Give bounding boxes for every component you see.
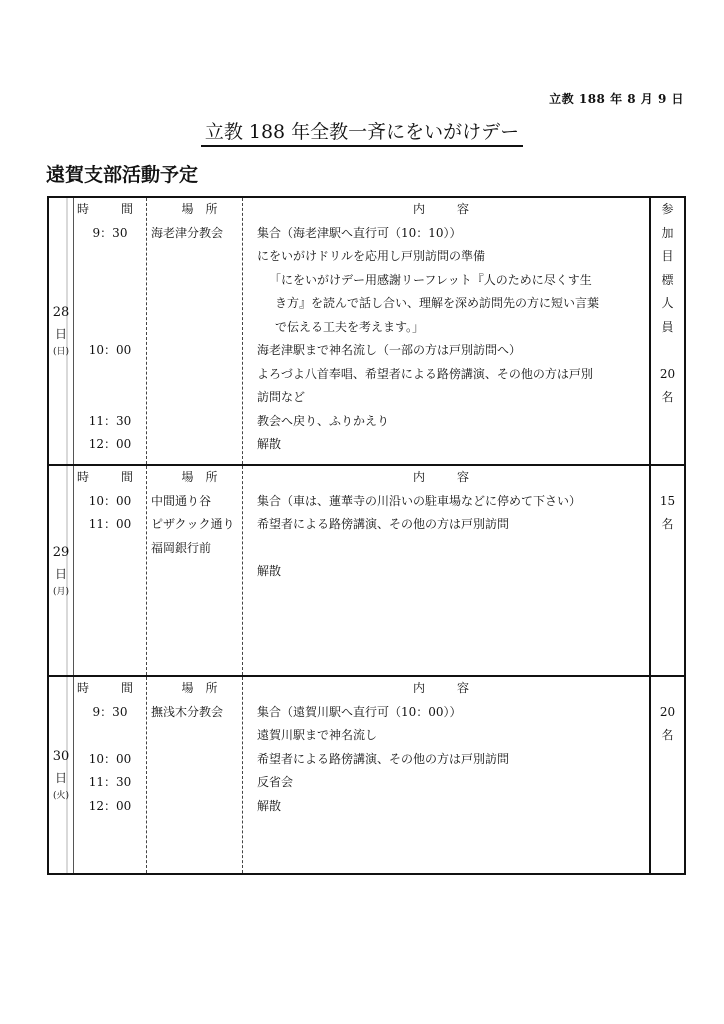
content-column (243, 465, 651, 676)
time-entry: 9：30 (92, 704, 128, 719)
goal-count: 15 (659, 493, 676, 508)
day-weekday: (火) (52, 791, 70, 801)
day-char: 日 (54, 771, 67, 785)
time-entry: 12：00 (88, 437, 132, 451)
goal-label-char: 参 (661, 202, 674, 216)
time-entry: 10：00 (88, 751, 132, 766)
time-header: 時 間 (76, 470, 143, 484)
time-entry (74, 245, 146, 269)
content-entry: にをいがけドリルを応用し戸別訪問の準備 (257, 249, 486, 263)
page-subtitle: 遠賀支部活動予定 (46, 164, 199, 186)
time-entry: 12：00 (88, 798, 132, 813)
content-entry: 訪問など (257, 390, 306, 404)
content-entry: 遠賀川駅まで神名流し (257, 728, 378, 742)
content-column (243, 676, 651, 874)
content-entry: 反省会 (257, 775, 294, 789)
time-entry: 11：30 (88, 413, 132, 428)
time-entry (74, 316, 146, 340)
day-weekday: (月) (52, 586, 70, 597)
content-entry: 解散 (257, 564, 282, 578)
day-row-30 (48, 676, 685, 874)
spacer (651, 466, 684, 490)
time-entry: 9：30 (92, 225, 128, 240)
goal-count: 20 (659, 704, 676, 719)
content-column (243, 197, 651, 465)
place-header: 場 所 (181, 470, 218, 484)
time-entry: 11：30 (88, 775, 132, 789)
goal-label-char: 目 (661, 249, 674, 263)
content-entry: 解散 (257, 437, 282, 451)
goal-unit: 名 (661, 517, 674, 531)
goal-column (650, 465, 685, 676)
place-entry: 撫浅木分教会 (151, 704, 224, 719)
day-char: 日 (54, 566, 67, 581)
place-entry: 海老津分教会 (151, 225, 224, 240)
time-entry (74, 292, 146, 316)
goal-label-char: 加 (661, 225, 674, 240)
time-column (74, 676, 147, 874)
page-title: 立教 188 年全教一斉にをいがけデー (201, 121, 523, 147)
content-entry: よろづよ八首奉唱、希望者による路傍講演、その他の方は戸別 (257, 366, 593, 381)
time-entry (74, 269, 146, 293)
day-row-28 (48, 197, 685, 465)
place-entry: 中間通り谷 (151, 493, 212, 508)
content-header: 内 容 (412, 202, 479, 216)
document-date: 立教 188 年 8 月 9 日 (549, 92, 684, 106)
content-entry: 「にをいがけデー用感謝リーフレット『人のために尽くす生 (269, 272, 592, 287)
day-label (48, 465, 74, 676)
goal-column (650, 197, 685, 465)
day-number: 29 (52, 544, 70, 560)
day-number: 30 (52, 749, 70, 764)
time-column (74, 465, 147, 676)
content-entry: 希望者による路傍講演、その他の方は戸別訪問 (257, 751, 510, 766)
content-entry: 海老津駅まで神名流し（一部の方は戸別訪問へ） (257, 343, 522, 357)
place-column (147, 197, 243, 465)
goal-label-char: 人 (661, 296, 674, 310)
time-header: 時 間 (76, 681, 143, 695)
content-entry: 希望者による路傍講演、その他の方は戸別訪問 (257, 517, 510, 531)
day-number: 28 (52, 305, 70, 320)
day-row-29 (48, 465, 685, 676)
time-entry: 10：00 (88, 343, 132, 357)
day-char: 日 (54, 327, 67, 341)
goal-column (650, 676, 685, 874)
place-column (147, 465, 243, 676)
goal-label-char: 員 (661, 319, 674, 334)
time-entry: 10：00 (88, 493, 132, 508)
goal-unit: 名 (661, 390, 674, 404)
content-entry: 解散 (257, 798, 282, 813)
time-header: 時 間 (76, 202, 143, 216)
content-header: 内 容 (412, 681, 479, 695)
place-header: 場 所 (181, 202, 218, 216)
content-header: 内 容 (412, 470, 479, 484)
content-entry: 教会へ戻り、ふりかえり (257, 413, 390, 428)
content-entry: 集合（海老津駅へ直行可（10：10）） (257, 225, 462, 240)
time-column (74, 197, 147, 465)
spacer (651, 677, 684, 701)
place-column (147, 676, 243, 874)
goal-unit: 名 (661, 728, 674, 742)
place-entry: 福岡銀行前 (151, 540, 212, 555)
place-entry: ピザクック通り (151, 517, 235, 531)
day-label (48, 197, 74, 465)
page-title-wrap (0, 117, 724, 144)
content-entry: 集合（車は、蓮華寺の川沿いの駐車場などに停めて下さい） (257, 493, 582, 508)
content-entry: き方』を読んで話し合い、理解を深め訪問先の方に短い言葉 (275, 296, 600, 310)
schedule-table (47, 196, 686, 875)
time-entry (74, 386, 146, 410)
spacer (651, 339, 684, 363)
time-entry: 11：00 (88, 517, 132, 531)
day-label (48, 676, 74, 874)
day-weekday: (日) (52, 347, 70, 357)
time-entry (74, 724, 146, 748)
goal-label-char: 標 (661, 272, 674, 287)
place-header: 場 所 (181, 681, 218, 695)
content-entry (243, 537, 649, 561)
content-entry: で伝える工夫を考えます。」 (275, 319, 425, 334)
goal-count: 20 (659, 366, 676, 381)
time-entry (74, 363, 146, 387)
content-entry: 集合（遠賀川駅へ直行可（10：00）） (257, 704, 462, 719)
